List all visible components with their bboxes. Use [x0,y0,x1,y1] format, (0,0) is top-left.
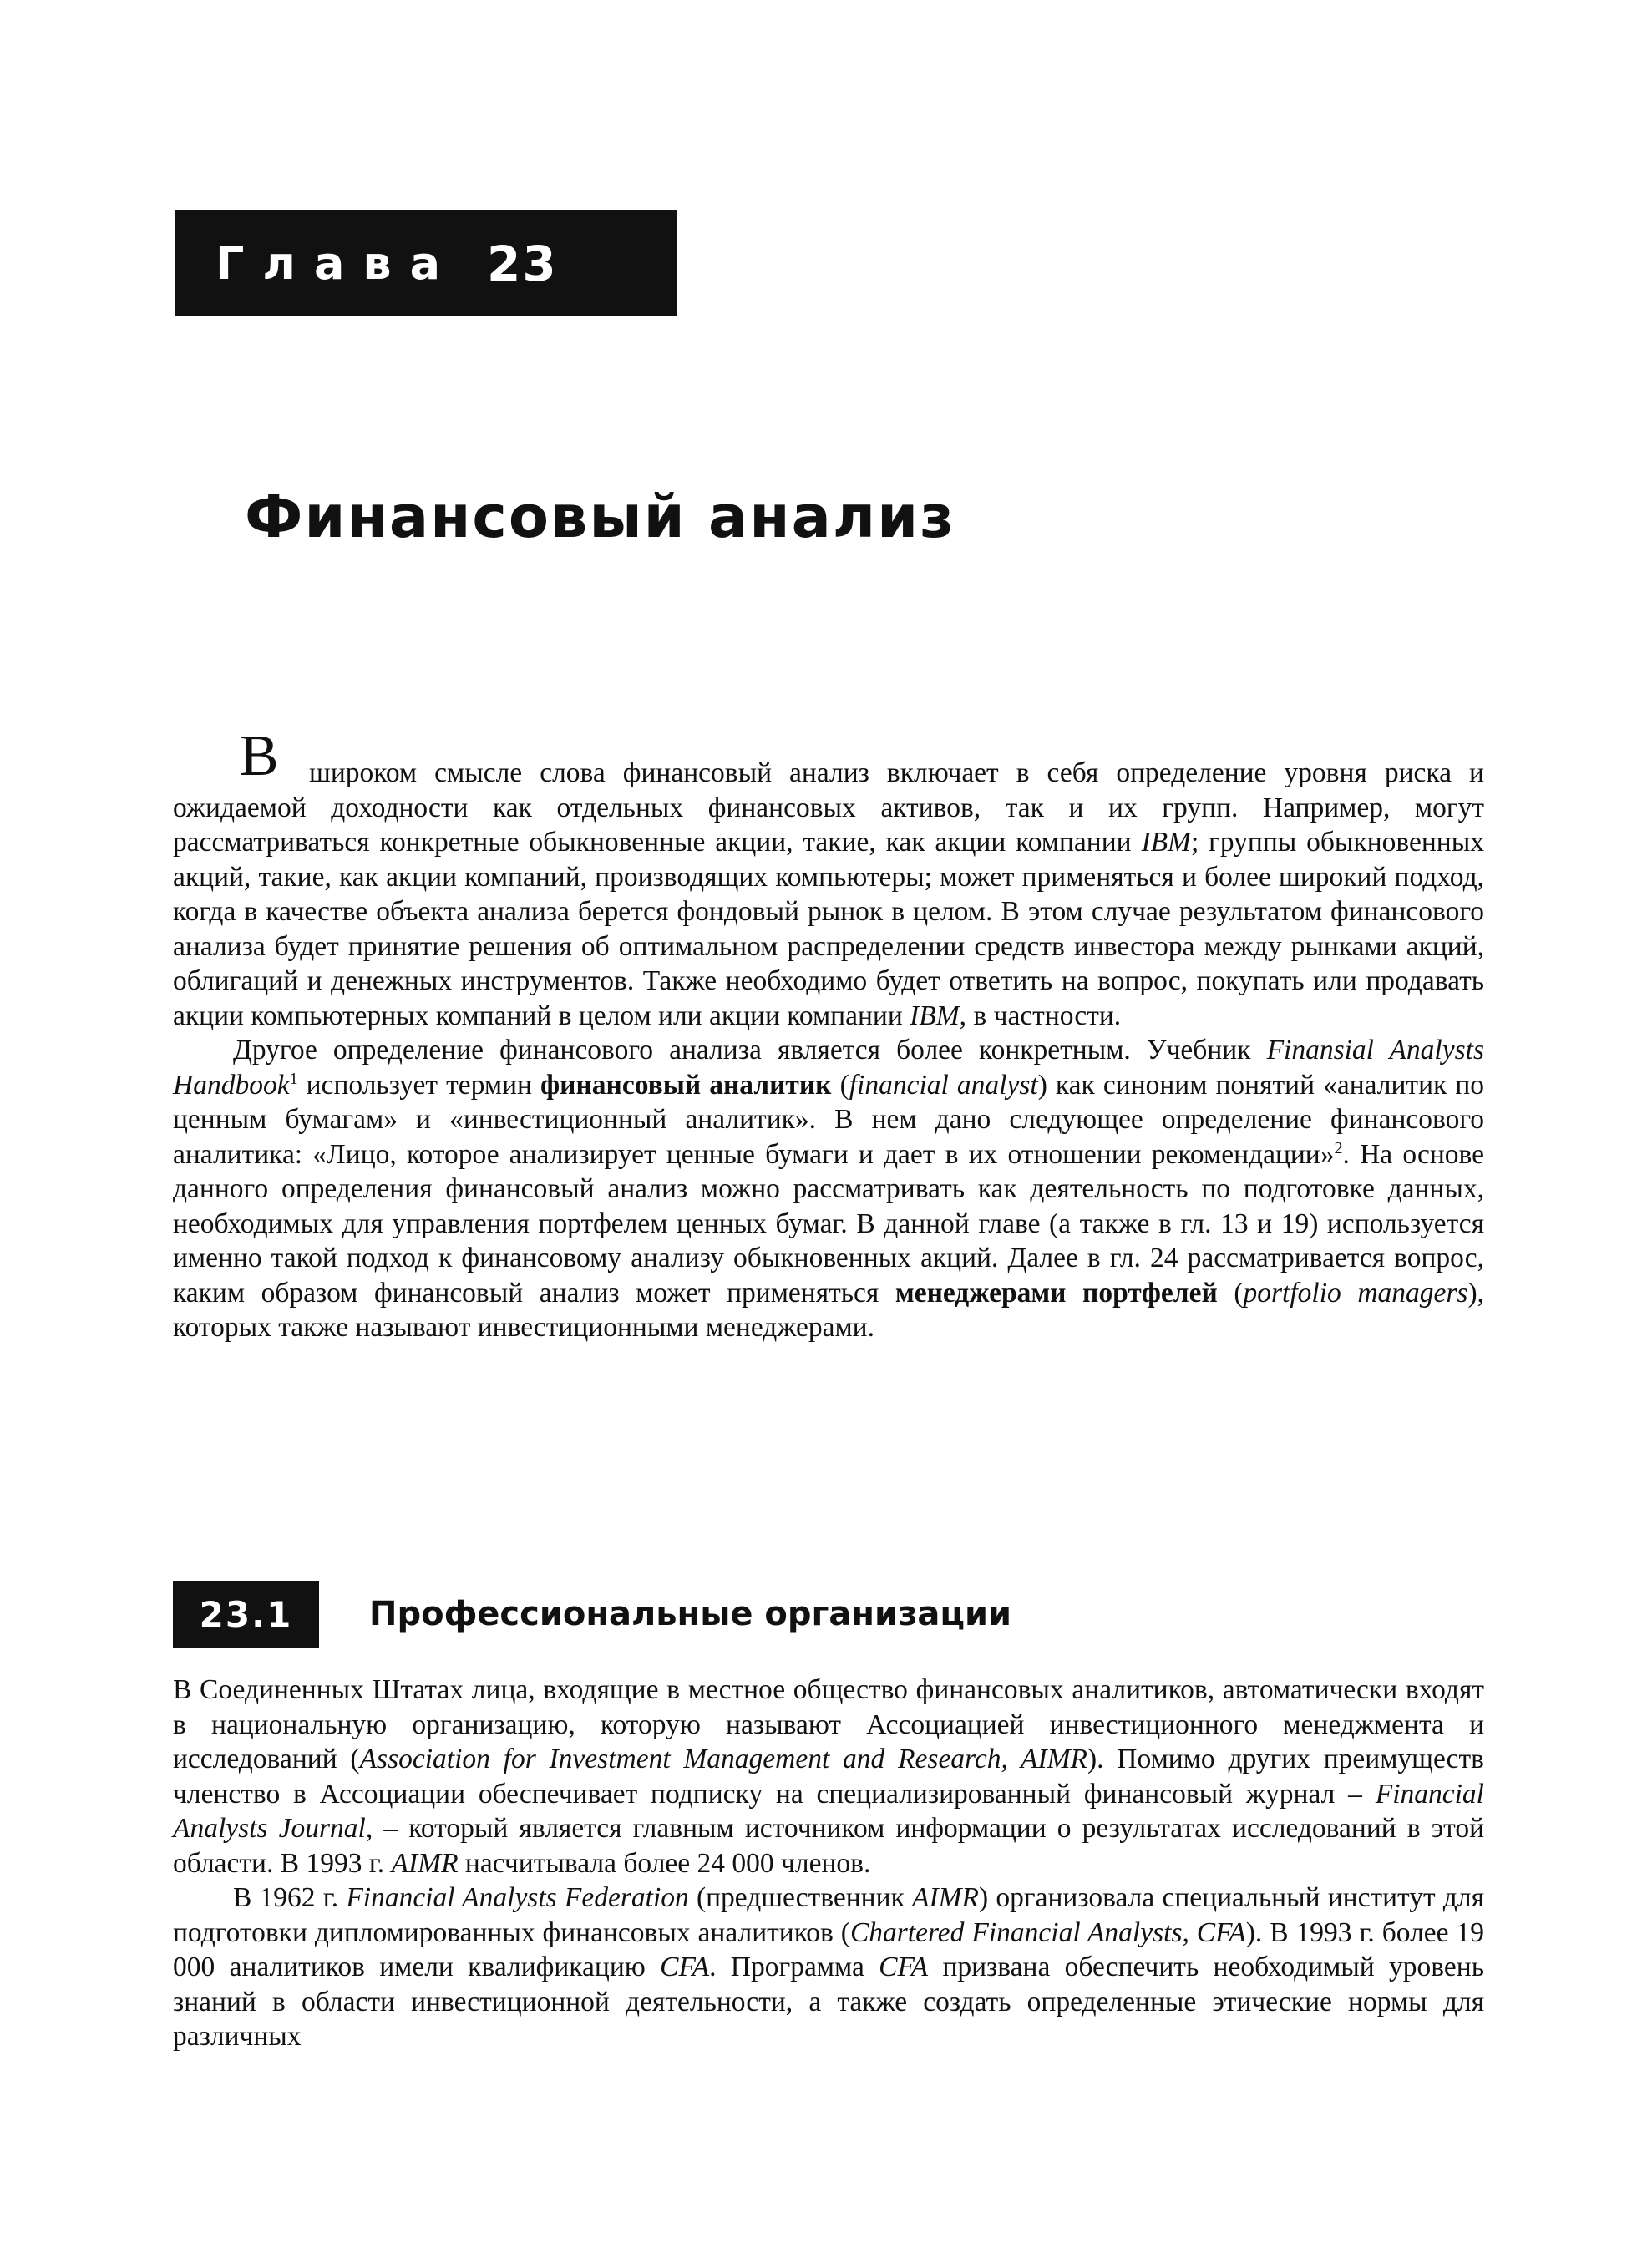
chapter-word: Глава [215,237,459,290]
section-text [173,1673,1484,2054]
section-number: 23.1 [173,1581,319,1648]
intro-paragraph-2: Другое определение финансового анализа является более конкретным. Учебник Finansial Analysts Handbook$^1$ использует термин финансовый аналитик (financial analyst) как синоним понятий «аналитик по ценным бумагам» и «инвестиционный аналитик». В нем дано следующее определение финансового аналитика: «Лицо, которое анализирует ценные бумаги и дает в их отношении рекомендации»$^2$. На основе данного определения финансовый анализ можно рассматривать как деятельность по подготовке данных, необходимых для управления портфелем ценных бумаг. В данной главе (а также в гл. 13 и 19) используется именно такой подход к финансовому анализу обыкновенных акций. Далее в гл. 24 рассматривается вопрос, каким образом финансовый анализ может применяться менеджерами портфелей (portfolio managers), которых также называют инвестиционными менеджерами. [173,1035,1485,1343]
section-paragraph-1: В Соединенных Штатах лица, входящие в местное общество финансовых аналитиков, автоматически входят в национальную организацию, которую называют Ассоциацией инвестиционного менеджмента и исследований (Association for Investment Management and Research, AIMR). Помимо других преимуществ членство в Ассоциации обеспечивает подписку на специализированный финансовый журнал – Financial Analysts Journal, – который является главным источником информации о результатах исследований в этой области. В 1993 г. AIMR насчитывала более 24 000 членов. [173,1674,1485,1879]
section-heading [173,1581,1011,1648]
intro-text [173,724,1485,1345]
footnote-ref-2: 2 [1334,1138,1343,1157]
chapter-title: Финансовый анализ [245,483,955,551]
chapter-label-box [175,210,677,316]
drop-cap: В [240,724,279,788]
chapter-number: 23 [487,235,558,292]
section-paragraph-2: В 1962 г. Financial Analysts Federation (предшественник AIMR) организовала специальный институт для подготовки дипломированных финансовых аналитиков (Chartered Financial Analysts, CFA). В 1993 г. более 19 000 аналитиков имели квалификацию CFA. Программа CFA призвана обеспечить необходимый уровень знаний в области инвестиционной деятельности, а также создать определенные этические нормы для различных [173,1882,1484,2052]
footnote-ref-1: 1 [289,1069,298,1088]
intro-paragraph-1: В широком смысле слова финансовый анализ включает в себя определение уровня риска и ожидаемой доходности как отдельных финансовых активов, так и их групп. Например, могут рассматриваться конкретные обыкновенные акции, такие, как акции компании IBM; группы обыкновенных акций, такие, как акции компаний, производящих компьютеры; может применяться и более широкий подход, когда в качестве объекта анализа берется фондовый рынок в целом. В этом случае результатом финансового анализа будет принятие решения об оптимальном распределении средств инвестора между рынками акций, облигаций и денежных инструментов. Также необходимо будет ответить на вопрос, покупать или продавать акции компьютерных компаний в целом или акции компании IBM, в частности. [173,724,1484,1031]
section-title: Профессиональные организации [369,1595,1012,1633]
